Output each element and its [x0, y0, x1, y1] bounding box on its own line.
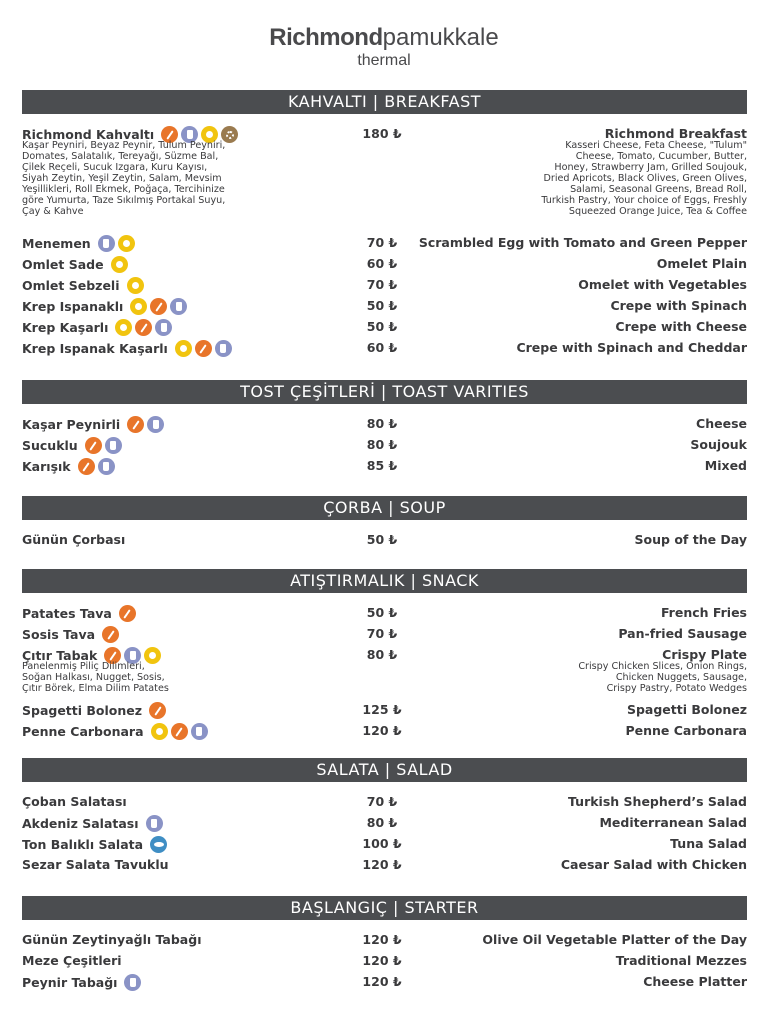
item-name-tr [22, 277, 144, 294]
section-title: ÇORBA | SOUP [22, 496, 747, 520]
allergen-icons [95, 235, 135, 252]
item-name-tr-text: Günün Çorbası [22, 532, 126, 547]
item-name-tr [22, 235, 135, 252]
item-name-tr [22, 532, 129, 547]
item-name-tr [22, 416, 164, 433]
section-starter [22, 896, 747, 990]
item-name-tr [22, 702, 166, 719]
item-name-en: Richmond Breakfast [604, 126, 747, 141]
egg-icon [115, 319, 132, 336]
allergen-icons [124, 277, 144, 294]
item-price: 120 ₺ [362, 974, 402, 989]
gluten-wheat-icon [150, 298, 167, 315]
item-name-tr-text: Sucuklu [22, 438, 78, 453]
item-name-en: Caesar Salad with Chicken [560, 857, 747, 872]
allergen-icons [172, 340, 232, 357]
item-name-en: Soup of the Day [634, 532, 747, 547]
milk-icon [98, 235, 115, 252]
section-salad [22, 758, 747, 872]
allergen-icons [108, 256, 128, 273]
gluten-wheat-icon [171, 723, 188, 740]
gluten-wheat-icon [119, 605, 136, 622]
item-name-tr [22, 319, 172, 336]
item-price: 180 ₺ [362, 126, 402, 141]
item-name-en: Omelet Plain [656, 256, 747, 271]
item-desc-en: Kasseri Cheese, Feta Cheese, "Tulum" Cheese, Tomato, Cucumber, Butter, Honey, Strawberry Jam, Grilled Soujouk, Dried Apricots, Black Olives, Green Olives, Salami, Seasonal Greens, Bread Roll, Turkish Pastry, Your choice of Eggs, Freshly Squeezed Orange Juice, Tea & Coffee [541, 140, 747, 217]
item-price: 85 ₺ [366, 458, 398, 473]
item-price: 70 ₺ [366, 626, 398, 641]
gluten-wheat-icon [149, 702, 166, 719]
item-name-tr-text: Kaşar Peynirli [22, 417, 121, 432]
item-name-tr-text: Günün Zeytinyağlı Tabağı [22, 932, 202, 947]
item-price: 60 ₺ [366, 256, 398, 271]
item-name-tr-text: Krep Kaşarlı [22, 320, 109, 335]
item-name-tr [22, 605, 136, 622]
item-name-tr-text: Karışık [22, 459, 71, 474]
item-name-en: Soujouk [690, 437, 747, 452]
milk-icon [147, 416, 164, 433]
milk-icon [124, 974, 141, 991]
gluten-wheat-icon [195, 340, 212, 357]
section-toast [22, 380, 747, 474]
item-name-en: Cheese Platter [643, 974, 747, 989]
item-name-en: French Fries [660, 605, 747, 620]
item-name-tr-text: Krep Ispanaklı [22, 299, 124, 314]
item-price: 120 ₺ [362, 932, 402, 947]
milk-icon [215, 340, 232, 357]
item-name-tr-text: Akdeniz Salatası [22, 816, 139, 831]
item-name-tr-text: Peynir Tabağı [22, 975, 118, 990]
item-name-en: Tuna Salad [670, 836, 747, 851]
item-name-en: Omelet with Vegetables [578, 277, 747, 292]
item-name-tr-text: Ton Balıklı Salata [22, 837, 144, 852]
item-name-en: Crepe with Spinach [610, 298, 747, 313]
brand-logo [0, 26, 768, 50]
item-desc-en: Crispy Chicken Slices, Onion Rings, Chicken Nuggets, Sausage, Crispy Pastry, Potato Wedges [578, 661, 747, 694]
item-price: 50 ₺ [366, 605, 398, 620]
allergen-icons [147, 836, 167, 853]
allergen-icons [146, 702, 166, 719]
item-name-en: Cheese [696, 416, 747, 431]
item-price: 120 ₺ [362, 953, 402, 968]
section-title: KAHVALTI | BREAKFAST [22, 90, 747, 114]
item-price: 80 ₺ [366, 437, 398, 452]
milk-icon [155, 319, 172, 336]
item-name-tr [22, 626, 119, 643]
item-name-tr-text: Çoban Salatası [22, 794, 127, 809]
item-price: 80 ₺ [366, 647, 398, 662]
item-name-en: Penne Carbonara [625, 723, 747, 738]
item-price: 120 ₺ [362, 857, 402, 872]
item-price: 70 ₺ [366, 277, 398, 292]
milk-icon [98, 458, 115, 475]
allergen-icons [127, 298, 187, 315]
egg-icon [130, 298, 147, 315]
item-name-tr-text: Krep Ispanak Kaşarlı [22, 341, 168, 356]
item-price: 120 ₺ [362, 723, 402, 738]
gluten-wheat-icon [85, 437, 102, 454]
item-price: 125 ₺ [362, 702, 402, 717]
item-name-tr-text: Çıtır Tabak [22, 648, 98, 663]
item-name-tr-text: Spagetti Bolonez [22, 703, 143, 718]
item-name-tr [22, 953, 126, 968]
item-price: 70 ₺ [366, 794, 398, 809]
item-name-en: Traditional Mezzes [615, 953, 747, 968]
item-name-en: Crispy Plate [662, 647, 747, 662]
item-price: 50 ₺ [366, 298, 398, 313]
egg-icon [151, 723, 168, 740]
item-name-tr-text: Patates Tava [22, 606, 112, 621]
gluten-wheat-icon [102, 626, 119, 643]
section-title: SALATA | SALAD [22, 758, 747, 782]
item-price: 100 ₺ [362, 836, 402, 851]
item-name-tr-text: Penne Carbonara [22, 724, 144, 739]
item-name-tr [22, 256, 128, 273]
item-price: 60 ₺ [366, 340, 398, 355]
item-name-tr [22, 857, 173, 872]
brand-name-bold: Richmond [269, 24, 383, 51]
brand-sub-text: thermal [357, 52, 411, 69]
item-name-en: Crepe with Spinach and Cheddar [516, 340, 747, 355]
item-desc-tr: Panelenmiş Piliç Dilimleri, Soğan Halkası, Nugget, Sosis, Çıtır Börek, Elma Dilim Patates [22, 661, 169, 694]
item-name-tr-text: Omlet Sade [22, 257, 104, 272]
milk-icon [170, 298, 187, 315]
allergen-icons [148, 723, 208, 740]
item-price: 80 ₺ [366, 815, 398, 830]
allergen-icons [116, 605, 136, 622]
item-price: 80 ₺ [366, 416, 398, 431]
item-name-tr-text: Richmond Kahvaltı [22, 127, 155, 142]
allergen-icons [82, 437, 122, 454]
item-name-tr [22, 974, 141, 991]
allergen-icons [124, 416, 164, 433]
section-title: TOST ÇEŞİTLERİ | TOAST VARITIES [22, 380, 747, 404]
egg-icon [127, 277, 144, 294]
section-title: BAŞLANGIÇ | STARTER [22, 896, 747, 920]
allergen-icons [75, 458, 115, 475]
item-name-tr [22, 815, 163, 832]
item-desc-tr: Kaşar Peyniri, Beyaz Peynir, Tulum Peyniri, Domates, Salatalık, Tereyağı, Süzme Bal, Çilek Reçeli, Sucuk Izgara, Kuru Kayısı, Siyah Zeytin, Yeşil Zeytin, Salam, Mevsim Yeşillikleri, Roll Ekmek, Poğaça, Tercihinize göre Yumurta, Taze Sıkılmış Portakal Suyu, Çay & Kahve [22, 140, 226, 217]
allergen-icons [143, 815, 163, 832]
milk-icon [105, 437, 122, 454]
milk-icon [146, 815, 163, 832]
item-name-tr-text: Menemen [22, 236, 91, 251]
egg-icon [111, 256, 128, 273]
item-name-tr [22, 340, 232, 357]
item-name-tr [22, 298, 187, 315]
allergen-icons [99, 626, 119, 643]
item-name-tr-text: Meze Çeşitleri [22, 953, 122, 968]
section-breakfast [22, 90, 747, 356]
item-name-tr-text: Sosis Tava [22, 627, 96, 642]
item-name-tr [22, 836, 167, 853]
item-name-tr-text: Sezar Salata Tavuklu [22, 857, 169, 872]
gluten-wheat-icon [78, 458, 95, 475]
milk-icon [191, 723, 208, 740]
item-name-tr [22, 932, 205, 947]
section-title: ATIŞTIRMALIK | SNACK [22, 569, 747, 593]
item-name-tr-text: Omlet Sebzeli [22, 278, 120, 293]
item-name-tr [22, 437, 122, 454]
item-price: 50 ₺ [366, 532, 398, 547]
egg-icon [118, 235, 135, 252]
egg-icon [175, 340, 192, 357]
item-name-en: Mediterranean Salad [599, 815, 747, 830]
gluten-wheat-icon [127, 416, 144, 433]
brand-name-light: pamukkale [382, 24, 499, 51]
item-name-tr [22, 723, 208, 740]
fish-icon [150, 836, 167, 853]
item-price: 50 ₺ [366, 319, 398, 334]
item-name-en: Scrambled Egg with Tomato and Green Pepper [418, 235, 747, 250]
gluten-wheat-icon [135, 319, 152, 336]
item-name-en: Pan-fried Sausage [618, 626, 747, 641]
section-soup [22, 496, 747, 547]
brand-subtitle [0, 52, 768, 70]
item-price: 70 ₺ [366, 235, 398, 250]
item-name-tr [22, 458, 115, 475]
item-name-en: Turkish Shepherd’s Salad [568, 794, 747, 809]
allergen-icons [112, 319, 172, 336]
section-snack [22, 569, 747, 739]
item-name-en: Crepe with Cheese [615, 319, 747, 334]
item-name-en: Mixed [704, 458, 747, 473]
item-name-en: Spagetti Bolonez [626, 702, 747, 717]
item-name-en: Olive Oil Vegetable Platter of the Day [482, 932, 747, 947]
item-name-tr [22, 794, 131, 809]
allergen-icons [121, 974, 141, 991]
